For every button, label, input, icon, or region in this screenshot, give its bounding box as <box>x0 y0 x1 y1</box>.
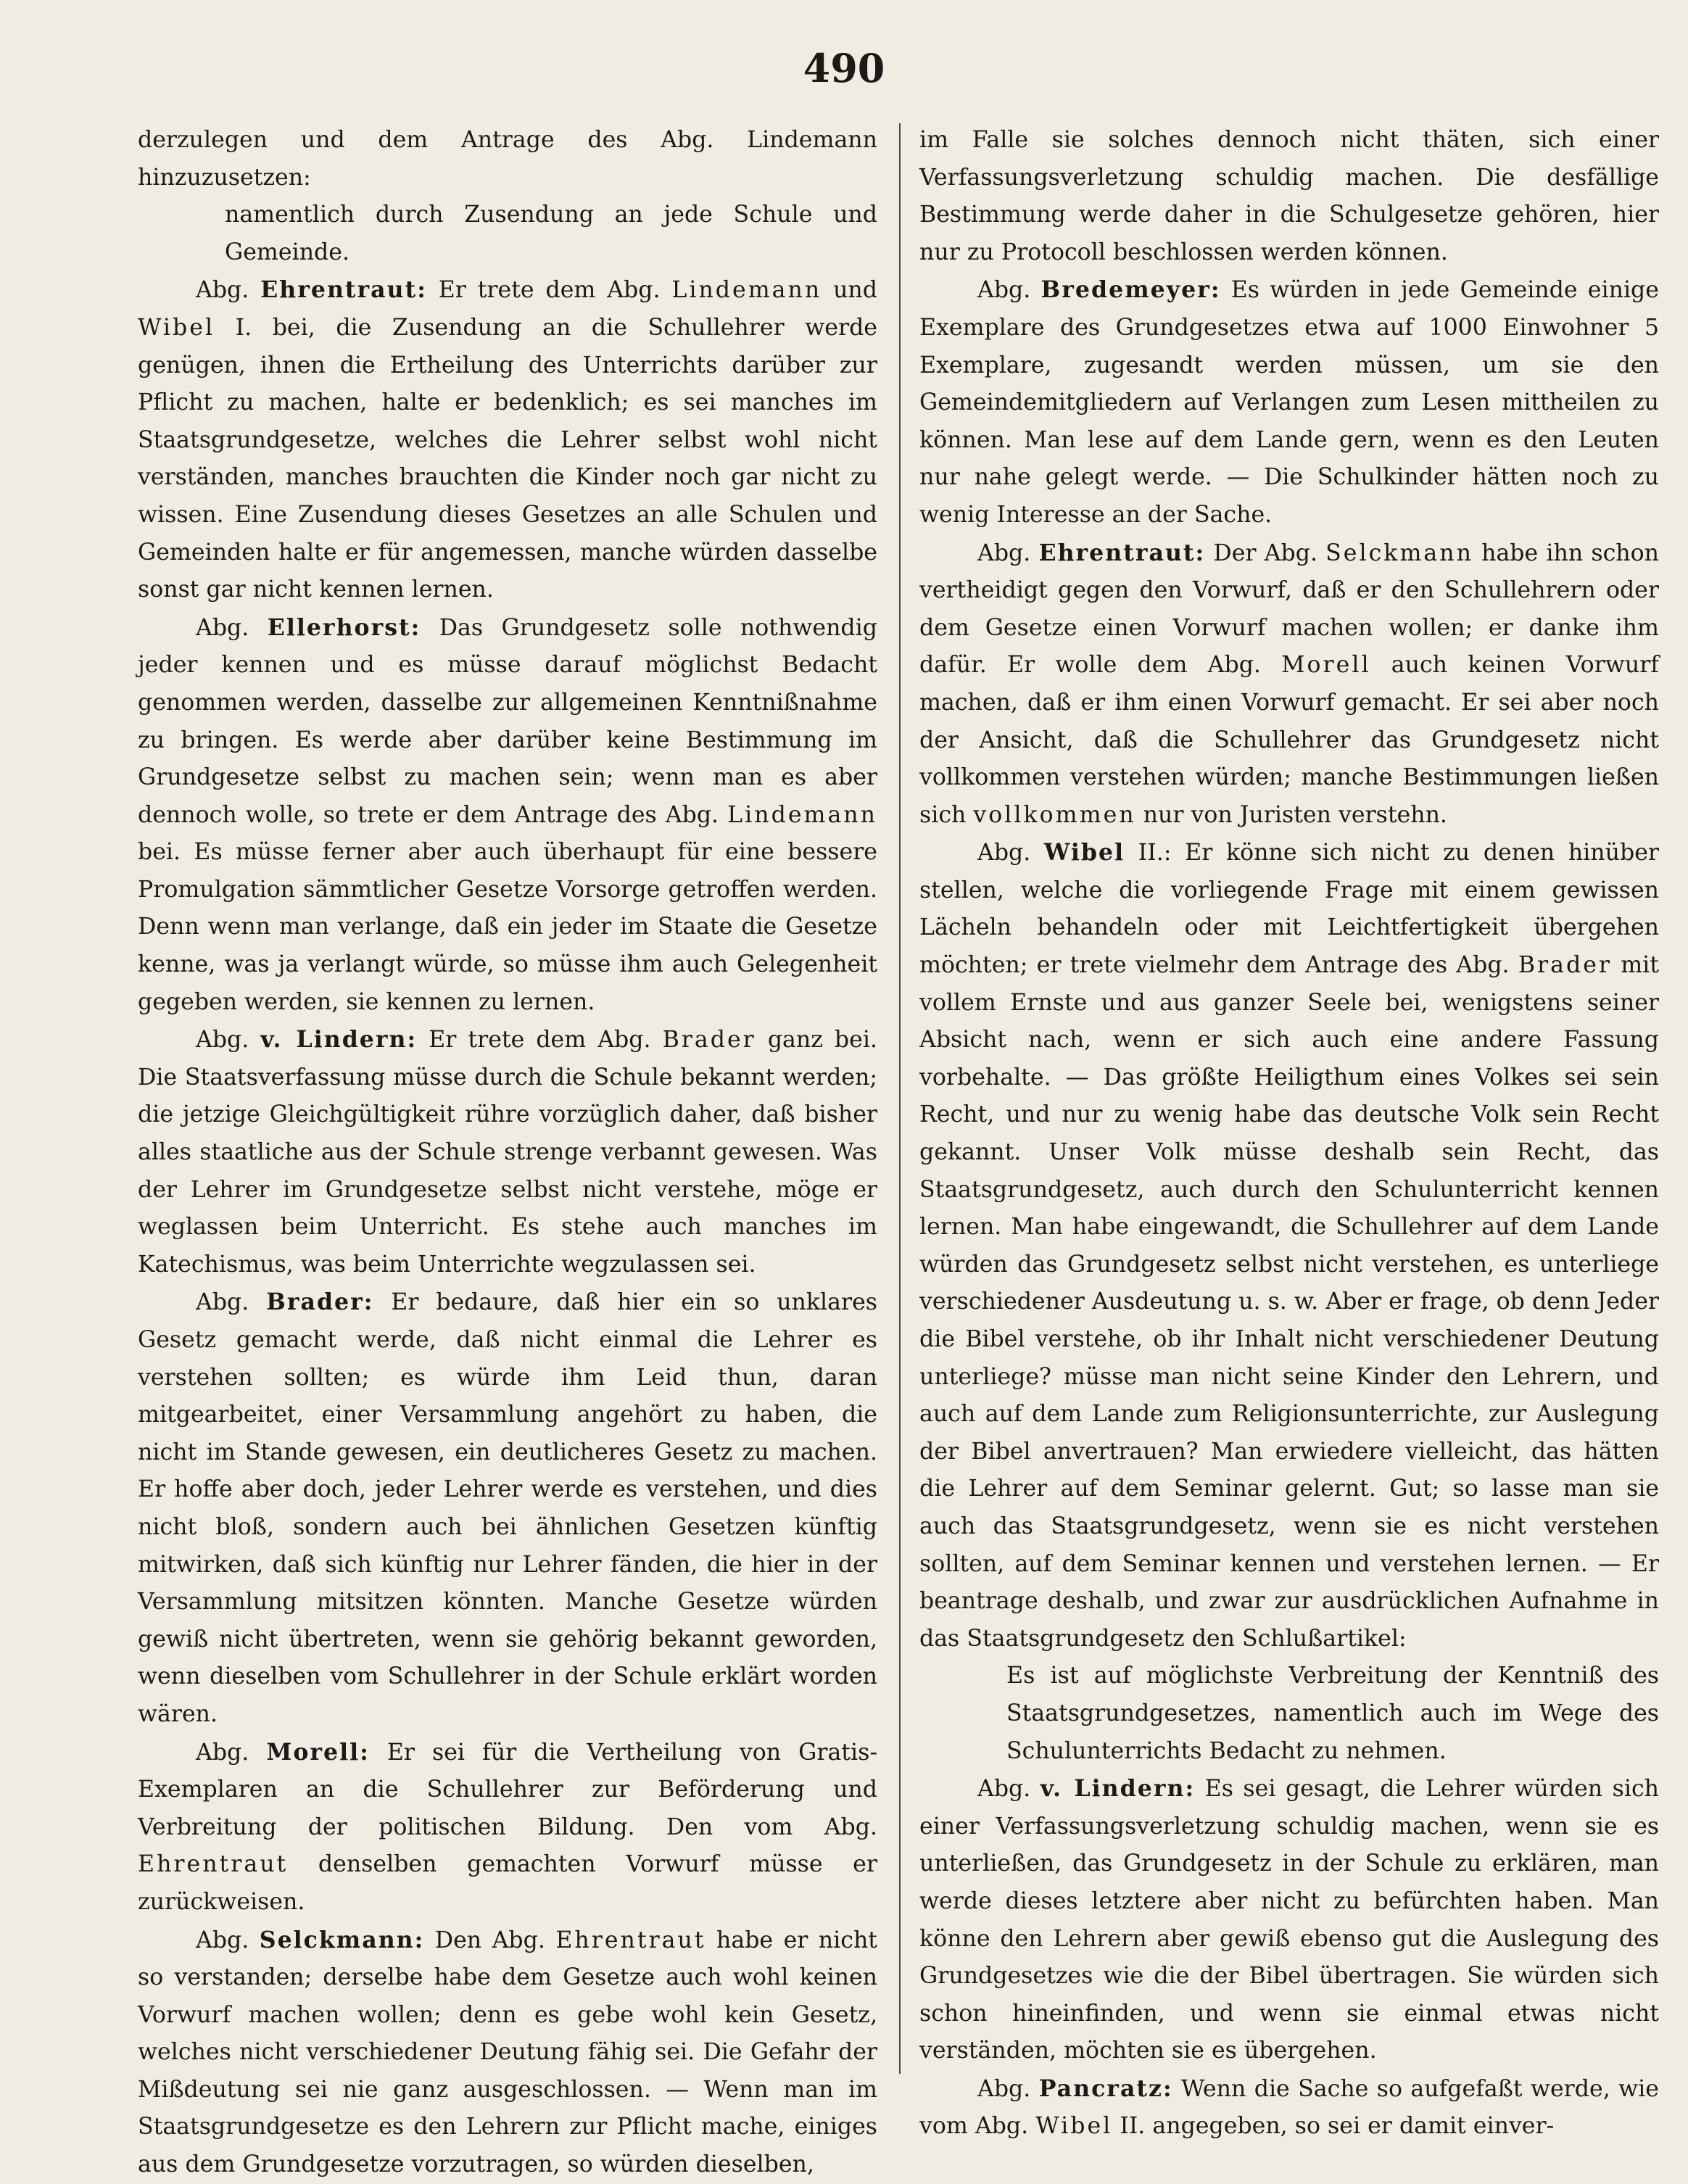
text-run: Der Abg. <box>1205 539 1326 566</box>
text-run: II. angegeben, so sei er damit einver- <box>1112 2113 1555 2140</box>
spaced-name: Morell <box>1281 652 1371 679</box>
text-run: Abg. <box>196 1739 267 1766</box>
paragraph <box>138 1922 877 2184</box>
text-run: Abg. <box>977 1776 1040 1803</box>
text-run: Abg. <box>977 840 1044 866</box>
speaker-name: Ehrentraut: <box>260 276 427 304</box>
text-run: auch keinen Vorwurf machen, daß er ihm einen Vorwurf gemacht. Er sei aber noch der Ansicht, daß die Schullehrer das Grundgesetz nicht vollkommen verstehen würden; manche Bestimmungen ließen sich <box>919 652 1659 828</box>
speaker-name: Pancratz: <box>1038 2075 1173 2102</box>
spaced-name: Brader <box>1518 952 1612 979</box>
spaced-name: Ehrentraut <box>138 1851 289 1878</box>
paragraph <box>919 271 1659 534</box>
text-run: habe er nicht so verstanden; derselbe habe dem Gesetze auch wohl keinen Vorwurf machen wollen; denn es gebe wohl kein Gesetz, welches nicht verschiedener Deutung fähig sei. Die Gefahr der Mißdeutung sei nie ganz ausgeschlossen. — Wenn man im Staatsgrundgesetze es den Lehrern zur Pflicht mache, einiges aus dem Grundgesetze vorzutragen, so würden dieselben, <box>138 1927 877 2178</box>
text-run: Wenn die Sache so aufgefaßt werde, wie vom Abg. <box>919 2075 1659 2140</box>
text-run: Abg. <box>977 539 1039 566</box>
text-run: und <box>822 277 877 304</box>
text-run: nur von Juristen verstehn. <box>1135 801 1447 828</box>
paragraph <box>919 2070 1659 2146</box>
text-run: mit vollem Ernste und aus ganzer Seele bei, wenigstens seiner Absicht nach, wenn er sich auch eine andere Fassung vorbehalte. — Das größte Heiligthum eines Volkes sei sein Recht, und nur zu wenig habe das deutsche Volk sein Recht gekannt. Unser Volk müsse deshalb sein Recht, das Staatsgrundgesetz, auch durch den Schulunterricht kennen lernen. Man habe eingewandt, die Schullehrer auf dem Lande würden das Grundgesetz selbst nicht verstehen, es unterliege verschiedener Ausdeutung u. s. w. Aber er frage, ob denn Jeder die Bibel verstehe, ob ihr Inhalt nicht verschiedener Deutung unterliege? müsse man nicht seine Kinder den Lehrern, und auch auf dem Lande zum Religionsunterrichte, zur Auslegung der Bibel anvertrauen? Man erwiedere vielleicht, das hätten die Lehrer auf dem Seminar gelernt. Gut; so lasse man sie auch das Staatsgrundgesetz, wenn sie es nicht verstehen sollten, auf dem Seminar kennen und verstehen lernen. — Er beantrage deshalb, und zwar zur ausdrücklichen Aufnahme in das Staatsgrundgesetz den Schlußartikel: <box>919 952 1659 1652</box>
text-run: Er trete dem Abg. <box>417 1027 663 1054</box>
speaker-name: Selckmann: <box>259 1926 425 1953</box>
text-run: II.: Er könne sich nicht zu denen hinüber stellen, welche die vorliegende Frage mit einem gewissen Lächeln behandeln oder mit Leichtfertigkeit übergehen möchten; er trete vielmehr dem Antrage des Abg. <box>919 840 1659 979</box>
speaker-name: Wibel <box>1044 839 1125 866</box>
text-run: Abg. <box>977 277 1041 304</box>
text-run: Abg. <box>196 1927 260 1953</box>
quoted-motion <box>138 197 877 271</box>
paragraph <box>919 834 1659 1658</box>
text-run: im Falle sie solches dennoch nicht thäten, sich einer Verfassungsverletzung schuldig machen. Die desfällige Bestimmung werde daher in die Schulgesetze gehören, hier nur zu Protocoll beschlossen werden können. <box>919 127 1659 265</box>
spaced-name: Lindemann <box>671 277 822 304</box>
text-run: Das Grundgesetz solle nothwendig jeder kennen und es müsse darauf möglichst Bedacht genommen werden, dasselbe zur allgemeinen Kenntnißnahme zu bringen. Es werde aber darüber keine Bestimmung im Grundgesetze selbst zu machen sein; wenn man es aber dennoch wolle, so trete er dem Antrage des Abg. <box>138 614 877 828</box>
speaker-name: Bredemeyer: <box>1040 276 1221 304</box>
quoted-motion <box>919 1658 1659 1770</box>
text-run: Er bedaure, daß hier ein so unklares Gesetz gemacht werde, daß nicht einmal die Lehrer es verstehen sollten; es würde ihm Leid thun, daran mitgearbeitet, einer Versammlung angehört zu haben, die nicht im Stande gewesen, ein deutlicheres Gesetz zu machen. Er hoffe aber doch, jeder Lehrer werde es verstehen, und dies nicht bloß, sondern auch bei ähnlichen Gesetzen künftig mitwirken, daß sich künftig nur Lehrer fänden, die hier in der Versammlung mitsitzen könnten. Manche Gesetze würden gewiß nicht übertreten, wenn sie gehörig bekannt geworden, wenn dieselben vom Schullehrer in der Schule erklärt worden wären. <box>138 1289 878 1727</box>
page-number: 490 <box>803 45 885 91</box>
text-run: Es würden in jede Gemeinde einige Exemplare des Grundgesetzes etwa auf 1000 Einwohner 5 Exemplare, zugesandt werden müssen, um sie den Gemeindemitgliedern auf Verlangen zum Lesen mittheilen zu können. Man lese auf dem Lande gern, wenn es den Leuten nur nahe gelegt werde. — Die Schulkinder hätten noch zu wenig Interesse an der Sache. <box>919 277 1659 528</box>
text-run: derzulegen und dem Antrage des Abg. Lindemann hinzuzusetzen: <box>138 127 877 191</box>
spaced-name: Wibel <box>138 314 215 341</box>
column-divider <box>899 123 901 2074</box>
speaker-name: Ellerhorst: <box>267 613 421 641</box>
spaced-name: Wibel <box>1035 2113 1113 2140</box>
speaker-name: Brader: <box>266 1289 374 1316</box>
speaker-name: Ehrentraut: <box>1038 539 1206 566</box>
spaced-name: Lindemann <box>727 801 877 828</box>
speaker-name: v. Lindern: <box>1040 1775 1196 1803</box>
text-run: Abg. <box>196 1027 261 1054</box>
text-run: habe ihn schon vertheidigt gegen den Vorwurf, daß er den Schullehrern oder dem Gesetze einen Vorwurf machen wollen; er danke ihm dafür. Er wolle dem Abg. <box>919 539 1659 679</box>
paragraph <box>138 271 877 608</box>
paragraph <box>919 122 1659 271</box>
paragraph <box>138 1021 877 1283</box>
speaker-name: v. Lindern: <box>260 1026 418 1054</box>
text-run: Er sei für die Vertheilung von Gratis-Exemplaren an die Schullehrer zur Beförderung und Verbreitung der politischen Bildung. Den vom Abg. <box>138 1739 877 1840</box>
text-run: I. bei, die Zusendung an die Schullehrer werde genügen, ihnen die Ertheilung des Unterrichts darüber zur Pflicht zu machen, halte er bedenklich; es sei manches im Staatsgrundgesetze, welches die Lehrer selbst wohl nicht verständen, manches brauchten die Kinder noch gar nicht zu wissen. Eine Zusendung dieses Gesetzes an alle Schulen und Gemeinden halte er für angemessen, manche würden dasselbe sonst gar nicht kennen lernen. <box>138 314 877 603</box>
paragraph <box>919 534 1659 835</box>
text-run: Es sei gesagt, die Lehrer würden sich einer Verfassungsverletzung schuldig machen, wenn sie es unterließen, das Grundgesetz in der Schule zu erklären, man werde dieses letztere aber nicht zu befürchten haben. Man könne den Lehrern aber gewiß ebenso gut die Auslegung des Grundgesetzes wie die der Bibel übertragen. Sie würden sich schon hineinfinden, und wenn sie einmal etwas nicht verständen, möchten sie es übergehen. <box>919 1776 1659 2064</box>
left-column <box>138 122 877 2184</box>
text-run: Den Abg. <box>424 1927 556 1953</box>
text-run: namentlich durch Zusendung an jede Schule und Gemeinde. <box>225 202 877 265</box>
spaced-name: Ehrentraut <box>555 1927 706 1953</box>
spaced-name: Selckmann <box>1325 539 1473 566</box>
text-run: denselben gemachten Vorwurf müsse er zurückweisen. <box>138 1851 877 1915</box>
text-run: Abg. <box>196 614 268 641</box>
text-run: Abg. <box>977 2075 1039 2102</box>
right-column <box>919 122 1659 2146</box>
speaker-name: Morell: <box>266 1738 370 1766</box>
text-run: bei. Es müsse ferner aber auch überhaupt für eine bessere Promulgation sämmtlicher Gesetze Vorsorge getroffen werden. Denn wenn man verlange, daß ein jeder im Staate die Gesetze kenne, was ja verlangt würde, so müsse ihm auch Gelegenheit gegeben werden, sie kennen zu lernen. <box>138 839 877 1015</box>
text-run: Er trete dem Abg. <box>426 277 672 304</box>
spaced-name: Brader <box>662 1027 756 1054</box>
paragraph <box>138 1283 877 1733</box>
text-run: Es ist auf möglichste Verbreitung der Kenntniß des Staatsgrundgesetzes, namentlich auch im Wege des Schulunterrichts Bedacht zu nehmen. <box>1006 1663 1659 1764</box>
text-run: Abg. <box>196 277 261 304</box>
text-run: ganz bei. Die Staatsverfassung müsse durch die Schule bekannt werden; die jetzige Gleichgültigkeit rühre vorzüglich daher, daß bisher alles staatliche aus der Schule strenge verbannt gewesen. Was der Lehrer im Grundgesetze selbst nicht verstehe, möge er weglassen beim Unterricht. Es stehe auch manches im Katechismus, was beim Unterrichte wegzulassen sei. <box>138 1027 877 1278</box>
paragraph <box>919 1770 1659 2070</box>
paragraph <box>138 1734 877 1922</box>
text-run: Abg. <box>196 1289 267 1316</box>
paragraph <box>138 122 877 197</box>
paragraph <box>138 609 877 1022</box>
spaced-name: vollkommen <box>973 801 1136 828</box>
